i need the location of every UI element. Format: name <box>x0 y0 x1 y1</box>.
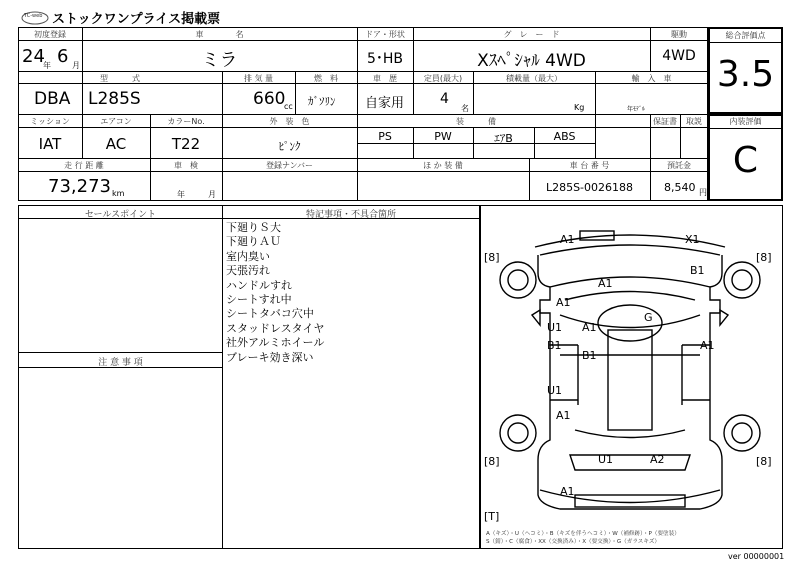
logo <box>20 10 50 26</box>
equip-ps: PS <box>378 130 392 143</box>
mark-rear-right: A2 <box>650 453 665 466</box>
mark-rear-left: U1 <box>598 453 614 466</box>
mark-door-right: A1 <box>700 339 715 352</box>
grade-value: Xｽﾍﾟｼｬﾙ 4WD <box>477 51 586 71</box>
model-prefix: DBA <box>34 89 71 109</box>
label-fuel: 燃 料 <box>314 74 338 83</box>
interior-grade-value: C <box>732 140 759 181</box>
note-item: 社外アルミホイール <box>226 336 325 350</box>
car-condition-diagram <box>480 205 783 549</box>
label-displacement: 排 気 量 <box>243 74 274 83</box>
label-chassis-no: 車 台 番 号 <box>569 161 610 170</box>
equip-pw: PW <box>434 130 452 143</box>
mileage-value: 73,273 <box>48 176 111 197</box>
vehicle-name: ミラ <box>201 50 238 71</box>
insp-month-unit: 月 <box>208 190 216 199</box>
label-interior-grade: 内装評価 <box>729 117 762 126</box>
mark-hood: A1 <box>598 277 613 290</box>
legend-line: S（錆）・C（腐食）・XX（交換済み）・X（要交換）・G（ガラスキズ） <box>486 539 661 545</box>
mark-rear-door-left: U1 <box>547 384 563 397</box>
label-name: 車 名 <box>195 30 244 39</box>
version-text: ver 00000001 <box>728 552 785 561</box>
label-inspection: 車 検 <box>174 161 198 170</box>
price-unit: 円 <box>699 188 707 197</box>
note-item: スタッドレスタイヤ <box>226 321 325 335</box>
mark-front-left: A1 <box>560 233 575 246</box>
note-item: ハンドルすれ <box>226 278 292 292</box>
note-item: 天張汚れ <box>226 264 270 278</box>
sales-point-panel <box>18 205 223 549</box>
usage-value: 自家用 <box>365 96 405 111</box>
logo-text: TC-web <box>24 13 43 19</box>
import-model: 年ﾓﾃﾞﾙ <box>627 106 646 113</box>
mark-roof: G <box>644 311 653 324</box>
label-exterior-color: 外 装 色 <box>269 117 310 126</box>
drive-value: 4WD <box>662 48 696 64</box>
month-value: 6 <box>57 46 69 67</box>
label-equipment: 装 備 <box>456 117 496 126</box>
mission-value: IAT <box>38 135 62 153</box>
mark-fender-right: B1 <box>690 264 705 277</box>
label-caution: 注 意 事 項 <box>98 358 143 368</box>
note-item: 室内臭い <box>226 249 270 263</box>
label-manual: 取説 <box>686 117 702 126</box>
equip-abs: ABS <box>553 130 576 143</box>
label-model: 型 式 <box>100 74 140 83</box>
damage-legend <box>486 530 680 546</box>
label-other-equipment: ほ か 装 備 <box>423 161 463 170</box>
tire-label-rr: [8] <box>756 455 772 468</box>
door-value: 5･HB <box>366 51 404 67</box>
label-first-reg: 初度登録 <box>34 30 66 39</box>
label-drive: 駆動 <box>671 30 687 39</box>
insp-year-unit: 年 <box>177 190 185 199</box>
label-grade: グ レ ー ド <box>503 30 560 39</box>
label-aircon: エアコン <box>100 117 132 126</box>
tire-label-fr: [8] <box>756 251 772 264</box>
label-notes: 特記事項・不具合箇所 <box>305 210 396 220</box>
note-item: 下廻りＡＵ <box>226 235 281 249</box>
notes-list <box>226 221 324 365</box>
year-value: 24 <box>22 46 45 67</box>
price-value: 8,540 <box>664 181 696 194</box>
mark-door-left-1: U1 <box>547 321 563 334</box>
mark-door-left-2: B1 <box>547 339 562 352</box>
tire-label-rl: [8] <box>484 455 500 468</box>
overall-grade-value: 3.5 <box>716 54 775 95</box>
note-item: シートタバコ穴中 <box>226 307 314 321</box>
displacement-value: 660 <box>253 89 286 109</box>
chassis-value: L285S-0026188 <box>545 181 634 194</box>
note-item: ブレーキ効き深い <box>226 350 314 364</box>
fuel-value: ｶﾞｿﾘﾝ <box>308 95 336 108</box>
equip-airbag: ｴｱB <box>494 132 513 145</box>
aircon-value: AC <box>105 135 127 153</box>
mark-fender-left: A1 <box>556 296 571 309</box>
legend-line: A（キズ）・U（ヘコミ）・B（キズを伴うヘコミ）・W（補修跡）・P（要塗装） <box>486 531 680 537</box>
note-item: シートすれ中 <box>226 293 292 307</box>
mark-quarter-left: A1 <box>556 409 571 422</box>
mark-windshield: A1 <box>582 321 597 334</box>
load-unit: Kg <box>574 103 585 112</box>
label-warranty: 保証書 <box>653 117 677 126</box>
label-door-shape: ドア・形状 <box>365 30 405 39</box>
label-price: 預託金 <box>667 161 691 170</box>
capacity-value: 4 <box>440 91 449 107</box>
year-unit: 年 <box>43 61 51 70</box>
label-capacity: 定員(最大) <box>423 74 463 83</box>
mark-center: B1 <box>582 349 597 362</box>
color-no-value: T22 <box>171 135 201 153</box>
label-mileage: 走 行 距 離 <box>64 161 104 170</box>
capacity-unit: 名 <box>461 104 469 113</box>
spare-tire-label: [T] <box>484 510 500 523</box>
label-color-no: カラーNo. <box>167 117 205 126</box>
month-unit: 月 <box>72 61 80 70</box>
model-value: L285S <box>88 89 141 109</box>
tire-label-fl: [8] <box>484 251 500 264</box>
label-reg-number: 登録ナンバー <box>265 161 314 170</box>
label-load: 積載量（最大） <box>506 74 562 83</box>
page-title: ストックワンプライス掲載票 <box>52 12 221 27</box>
color-value: ﾋﾟﾝｸ <box>278 140 301 153</box>
label-import: 輸 入 車 <box>631 74 672 83</box>
label-usage: 車 歴 <box>373 74 397 83</box>
label-sales-point: セールスポイント <box>84 210 157 220</box>
note-item: 下廻りＳ大 <box>226 221 281 234</box>
mark-front-right: X1 <box>685 233 700 246</box>
label-mission: ミッション <box>30 117 70 126</box>
displacement-unit: cc <box>284 102 293 111</box>
label-overall-grade: 総合評価点 <box>725 31 766 40</box>
mark-rear-bumper: A1 <box>560 485 575 498</box>
mileage-unit: km <box>112 189 125 198</box>
